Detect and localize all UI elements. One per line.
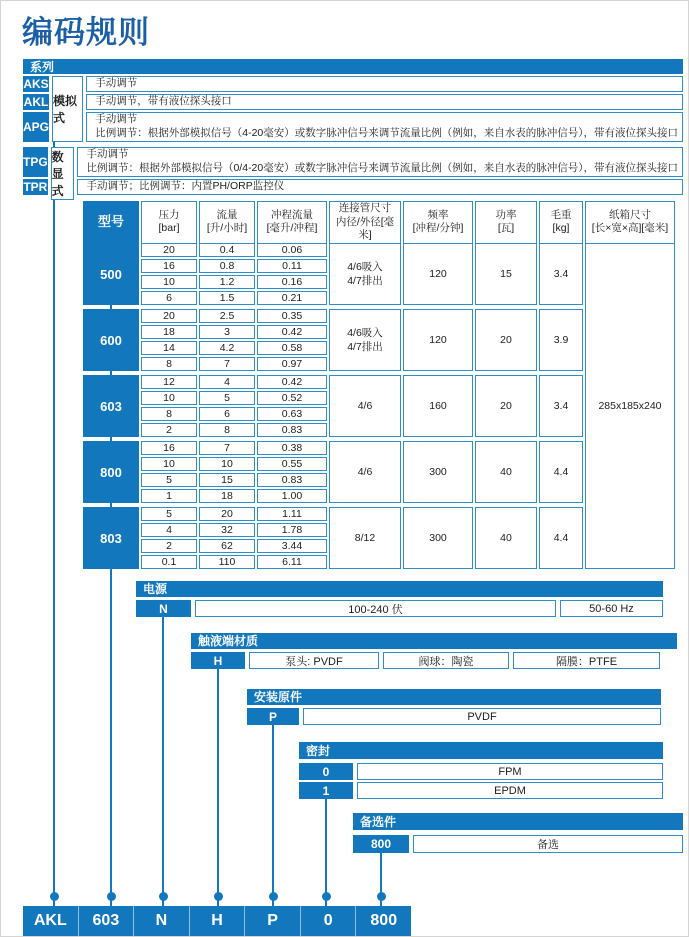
spec-value-cell: 4 — [141, 523, 197, 537]
installation-row — [247, 708, 661, 725]
pressure-column — [141, 441, 197, 503]
series-key-column — [23, 147, 48, 200]
gross-weight-cell: 4.4 — [539, 507, 583, 569]
spec-value-cell: 0.16 — [257, 275, 327, 289]
connection-size-line: 4/7排出 — [347, 275, 383, 287]
spec-value-cell: 0.55 — [257, 457, 327, 471]
pump-head-material-cell: 泵头: PVDF — [249, 652, 379, 669]
seal-row — [299, 763, 663, 780]
spec-value-cell: 5 — [141, 507, 197, 521]
stroke-frequency-cell: 120 — [403, 243, 473, 305]
spec-value-cell: 0.8 — [199, 259, 255, 273]
connector-line — [53, 79, 55, 907]
series-description-line: 比例调节：根据外部模拟信号（0/4-20毫安）或数字脉冲信号来调节流量比例（例如，来自水表的脉冲信号），带有液位探头接口 — [86, 162, 678, 174]
series-description-line: 手动调节，带有液位探头接口 — [95, 95, 232, 108]
voltage-cell: 100-240 伏 — [195, 600, 556, 617]
spec-value-cell: 3 — [199, 325, 255, 339]
power-supply-header: 电源 — [136, 581, 663, 597]
model-code-cell: 803 — [83, 507, 139, 569]
code-segment: 800 — [355, 906, 411, 936]
spec-value-cell: 18 — [199, 489, 255, 503]
gross-weight-cell: 3.4 — [539, 243, 583, 305]
spec-value-cell: 0.42 — [257, 325, 327, 339]
spec-value-cell: 10 — [199, 457, 255, 471]
spec-model-band — [83, 441, 583, 503]
stroke-frequency-cell: 300 — [403, 441, 473, 503]
spec-value-cell: 5 — [141, 473, 197, 487]
series-code-cell: TPR — [23, 180, 48, 194]
series-description-cell — [86, 112, 683, 142]
spec-header-line: 流量 — [216, 208, 238, 221]
model-code-cell: 500 — [83, 243, 139, 305]
spec-value-cell: 1.2 — [199, 275, 255, 289]
wetted-material-section — [191, 633, 677, 669]
power-watt-cell: 20 — [475, 375, 537, 437]
connection-size-cell — [329, 375, 401, 437]
stroke-frequency-cell: 120 — [403, 309, 473, 371]
valve-ball-material-cell: 阀球：陶瓷 — [383, 652, 509, 669]
spec-value-cell: 14 — [141, 341, 197, 355]
code-segment: AKL — [33, 912, 67, 929]
power-watt-cell: 15 — [475, 243, 537, 305]
flow-column — [199, 507, 255, 569]
spec-value-cell: 6 — [141, 291, 197, 305]
carton-size-cell: 285x185x240 — [585, 243, 675, 569]
connection-size-cell — [329, 309, 401, 371]
spec-header-cell — [585, 201, 675, 244]
spec-header-cell — [83, 201, 139, 244]
spec-header-line: [bar] — [158, 222, 180, 235]
spec-header-line: 内径/外径[毫米] — [335, 215, 395, 242]
series-code-cell: TPG — [23, 147, 48, 177]
frequency-cell: 50-60 Hz — [560, 600, 663, 617]
seal-section — [299, 742, 663, 799]
spec-value-cell: 10 — [141, 391, 197, 405]
spec-value-cell: 8 — [199, 423, 255, 437]
material-code-cell: H — [191, 652, 245, 669]
seal-value-cell: EPDM — [357, 782, 663, 799]
connection-size-line: 4/6吸入 — [347, 260, 383, 273]
power-watt-cell: 40 — [475, 441, 537, 503]
spec-table-header-row — [83, 201, 675, 241]
wetted-material-row — [191, 652, 677, 669]
spec-header-line: [冲程/分钟] — [412, 222, 464, 235]
gross-weight-cell: 4.4 — [539, 441, 583, 503]
pressure-column — [141, 507, 197, 569]
spec-value-cell: 6 — [199, 407, 255, 421]
stroke-frequency-cell: 300 — [403, 507, 473, 569]
spec-value-cell: 4 — [199, 375, 255, 389]
spec-header-cell — [199, 201, 255, 244]
series-description-cell — [86, 94, 683, 110]
spec-value-cell: 7 — [199, 441, 255, 455]
spec-value-cell: 18 — [141, 325, 197, 339]
spec-value-cell: 16 — [141, 259, 197, 273]
flow-column — [199, 243, 255, 305]
spec-value-cell: 1.78 — [257, 523, 327, 537]
connector-dot — [214, 892, 223, 901]
optional-code-cell: 800 — [353, 835, 409, 853]
spec-model-band — [83, 309, 583, 371]
spec-value-cell: 5 — [199, 391, 255, 405]
power-watt-cell: 20 — [475, 309, 537, 371]
spec-value-cell: 8 — [141, 357, 197, 371]
spec-value-cell: 2.5 — [199, 309, 255, 323]
connector-line — [272, 723, 274, 907]
spec-header-line: [毫升/冲程] — [266, 222, 318, 235]
pressure-column — [141, 243, 197, 305]
installation-code-cell: P — [247, 708, 299, 725]
spec-value-cell: 0.1 — [141, 555, 197, 569]
wetted-material-header: 触液端材质 — [191, 633, 677, 649]
code-segment: N — [133, 906, 189, 936]
series-header: 系列 — [23, 59, 683, 74]
spec-value-cell: 8 — [141, 407, 197, 421]
installation-value-cell: PVDF — [303, 708, 661, 725]
code-segment: 0 — [300, 906, 356, 936]
spec-header-line: [升/小时] — [206, 222, 248, 235]
stroke-flow-column — [257, 309, 327, 371]
spec-value-cell: 4.2 — [199, 341, 255, 355]
connection-size-line: 4/7排出 — [347, 341, 383, 353]
connector-dot — [159, 892, 168, 901]
series-code-cell: AKS — [23, 77, 49, 91]
series-desc-column — [86, 76, 683, 142]
spec-value-cell: 1 — [141, 489, 197, 503]
seal-code-cell: 0 — [299, 763, 353, 780]
spec-value-cell: 0.52 — [257, 391, 327, 405]
spec-value-cell: 0.38 — [257, 441, 327, 455]
spec-value-cell: 0.58 — [257, 341, 327, 355]
spec-value-cell: 110 — [199, 555, 255, 569]
seal-rows — [299, 763, 663, 799]
series-code-cell: AKL — [23, 95, 49, 109]
connection-size-line: 8/12 — [354, 531, 376, 544]
connector-dot — [322, 892, 331, 901]
spec-value-cell: 62 — [199, 539, 255, 553]
spec-header-line: 功率 — [495, 208, 517, 221]
spec-value-cell: 2 — [141, 539, 197, 553]
stroke-flow-column — [257, 375, 327, 437]
spec-value-cell: 0.35 — [257, 309, 327, 323]
spec-header-line: [长×宽×高][毫米] — [591, 222, 669, 235]
spec-model-band — [83, 243, 583, 305]
spec-header-line: 型号 — [97, 214, 124, 230]
spec-value-cell: 16 — [141, 441, 197, 455]
spec-header-cell — [403, 201, 473, 244]
stroke-flow-column — [257, 507, 327, 569]
series-description-line: 手动调节 — [86, 148, 129, 161]
connector-line — [162, 615, 164, 907]
installation-section — [247, 689, 661, 725]
flow-column — [199, 309, 255, 371]
series-type-cell: 模拟式 — [52, 76, 83, 142]
spec-value-cell: 0.97 — [257, 357, 327, 371]
model-code-cell: 603 — [83, 375, 139, 437]
spec-header-cell — [329, 201, 401, 244]
connection-size-cell — [329, 243, 401, 305]
connector-dot — [269, 892, 278, 901]
gross-weight-cell: 3.4 — [539, 375, 583, 437]
series-key-column — [23, 76, 49, 142]
optional-parts-row — [353, 835, 683, 853]
model-code-cell: 600 — [83, 309, 139, 371]
stroke-frequency-cell: 160 — [403, 375, 473, 437]
spec-header-cell — [141, 201, 197, 244]
series-description-cell — [77, 179, 683, 195]
spec-value-cell: 0.42 — [257, 375, 327, 389]
connector-dot — [107, 892, 116, 901]
series-desc-column — [77, 147, 683, 200]
page-title: 编码规则 — [22, 15, 150, 50]
connector-dot — [50, 892, 59, 901]
connection-size-line: 4/6 — [357, 399, 373, 412]
spec-table-bands — [83, 243, 583, 569]
series-table — [23, 59, 683, 200]
connection-size-line: 4/6吸入 — [347, 326, 383, 339]
connection-size-cell — [329, 441, 401, 503]
seal-header: 密封 — [299, 742, 663, 759]
power-watt-cell: 40 — [475, 507, 537, 569]
seal-code-cell: 1 — [299, 782, 353, 799]
series-description-cell — [77, 147, 683, 177]
spec-header-line: 纸箱尺寸 — [609, 208, 651, 221]
seal-row — [299, 782, 663, 799]
spec-model-band — [83, 375, 583, 437]
spec-value-cell: 0.06 — [257, 243, 327, 257]
spec-value-cell: 1.5 — [199, 291, 255, 305]
spec-header-line: 冲程流量 — [271, 208, 313, 221]
spec-value-cell: 0.83 — [257, 423, 327, 437]
spec-value-cell: 2 — [141, 423, 197, 437]
connector-dot — [377, 892, 386, 901]
series-body — [23, 76, 683, 200]
power-supply-row — [136, 600, 663, 617]
stroke-flow-column — [257, 243, 327, 305]
spec-value-cell: 0.21 — [257, 291, 327, 305]
spec-header-line: [kg] — [552, 222, 570, 235]
series-description-line: 比例调节：根据外部模拟信号（4-20毫安）或数字脉冲信号来调节流量比例（例如，来自水表的脉冲信号），带有液位探头接口 — [95, 127, 678, 139]
series-description-line: 手动调节 — [95, 113, 138, 126]
spec-value-cell: 20 — [141, 309, 197, 323]
spec-header-line: [瓦] — [497, 222, 515, 235]
spec-value-cell: 0.11 — [257, 259, 327, 273]
spec-value-cell: 7 — [199, 357, 255, 371]
stroke-flow-column — [257, 441, 327, 503]
series-group — [23, 76, 683, 142]
connection-size-line: 4/6 — [357, 465, 373, 478]
series-description-line: 手动调节；比例调节：内置PH/ORP监控仪 — [86, 180, 285, 193]
connector-line — [217, 667, 219, 907]
series-type-cell: 数显式 — [51, 147, 75, 200]
spec-value-cell: 0.4 — [199, 243, 255, 257]
gross-weight-cell: 3.9 — [539, 309, 583, 371]
spec-value-cell: 3.44 — [257, 539, 327, 553]
pressure-column — [141, 309, 197, 371]
diaphragm-material-cell: 隔膜：PTFE — [513, 652, 660, 669]
spec-value-cell: 20 — [141, 243, 197, 257]
optional-parts-header: 备选件 — [353, 813, 683, 830]
power-code-cell: N — [136, 600, 191, 617]
spec-value-cell: 6.11 — [257, 555, 327, 569]
flow-column — [199, 375, 255, 437]
code-segment: 603 — [78, 906, 134, 936]
spec-value-cell: 10 — [141, 457, 197, 471]
spec-header-cell — [475, 201, 537, 244]
series-group — [23, 147, 683, 200]
seal-value-cell: FPM — [357, 763, 663, 780]
spec-value-cell: 20 — [199, 507, 255, 521]
spec-header-line: 连接管尺寸 — [338, 202, 392, 214]
spec-value-cell: 15 — [199, 473, 255, 487]
spec-model-band — [83, 507, 583, 569]
spec-value-cell: 12 — [141, 375, 197, 389]
flow-column — [199, 441, 255, 503]
spec-header-line: 压力 — [158, 208, 180, 221]
spec-value-cell: 10 — [141, 275, 197, 289]
connection-size-cell — [329, 507, 401, 569]
spec-table — [83, 201, 675, 569]
spec-header-cell — [257, 201, 327, 244]
pressure-column — [141, 375, 197, 437]
code-segment: H — [189, 906, 245, 936]
series-code-cell: APG — [23, 112, 49, 142]
series-description-cell — [86, 76, 683, 92]
spec-value-cell: 0.83 — [257, 473, 327, 487]
power-supply-section — [136, 581, 663, 617]
model-code-cell: 800 — [83, 441, 139, 503]
spec-header-cell — [539, 201, 583, 244]
code-segment: P — [244, 906, 300, 936]
spec-value-cell: 32 — [199, 523, 255, 537]
series-description-line: 手动调节 — [95, 77, 138, 90]
spec-value-cell: 1.00 — [257, 489, 327, 503]
spec-value-cell: 1.11 — [257, 507, 327, 521]
optional-parts-section — [353, 813, 683, 853]
spec-value-cell: 0.63 — [257, 407, 327, 421]
installation-header: 安装原件 — [247, 689, 661, 705]
connector-line — [325, 797, 327, 907]
product-code-bar — [23, 906, 411, 936]
spec-table-body — [83, 243, 675, 569]
optional-value-cell: 备选 — [413, 835, 683, 853]
spec-header-line: 毛重 — [550, 208, 572, 221]
spec-header-line: 频率 — [427, 208, 449, 221]
